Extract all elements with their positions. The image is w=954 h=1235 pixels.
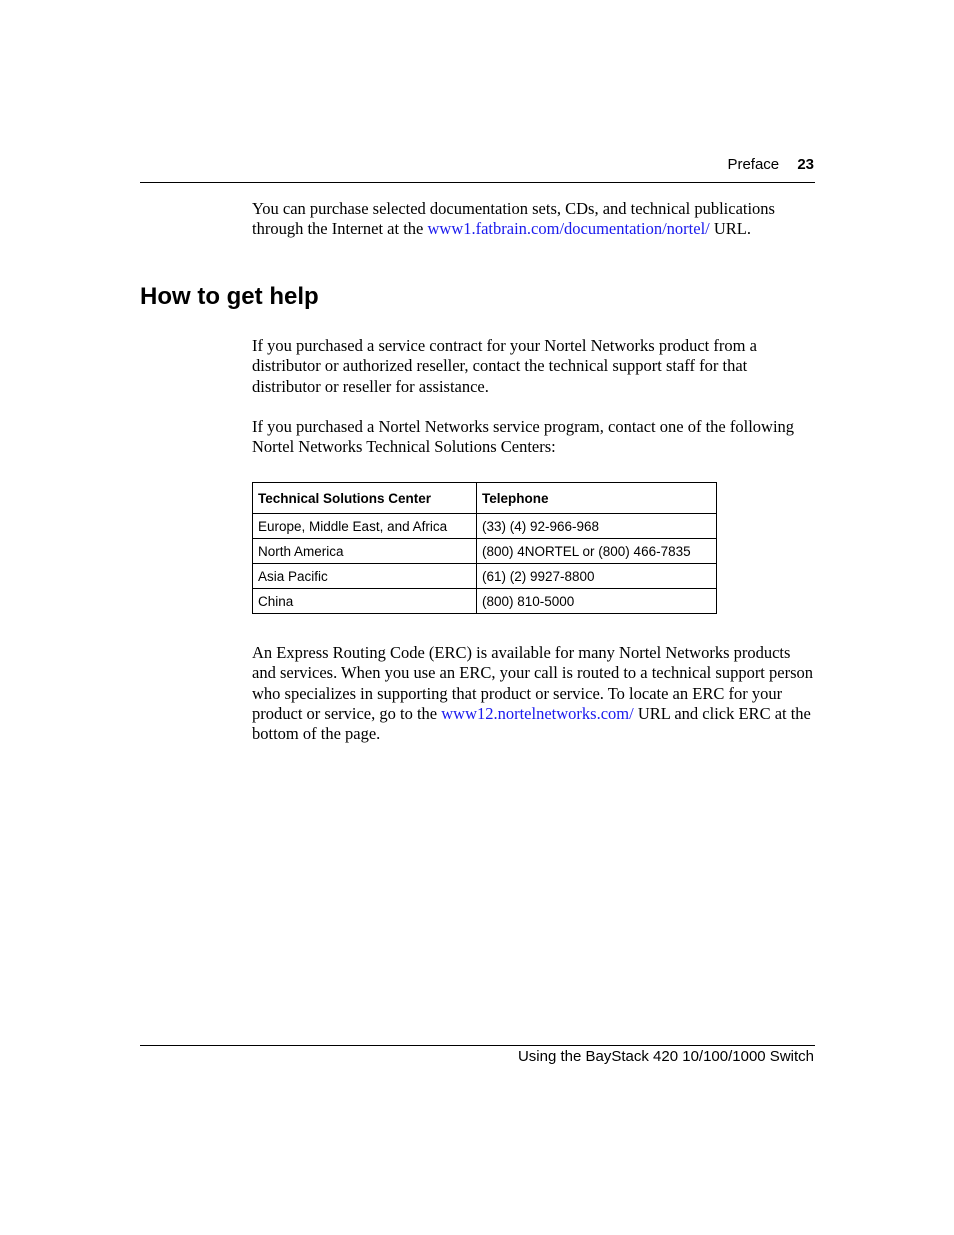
telephone-cell: (800) 4NORTEL or (800) 466-7835: [477, 539, 717, 564]
center-cell: China: [253, 589, 477, 614]
table-row: [253, 514, 717, 539]
header-rule: [140, 182, 815, 183]
telephone-cell: (61) (2) 9927-8800: [477, 564, 717, 589]
service-program-paragraph: If you purchased a Nortel Networks service program, contact one of the following Nortel Networks Technical Solutions Centers:: [252, 417, 795, 457]
table-row: [253, 539, 717, 564]
intro-text-after: URL.: [709, 219, 751, 239]
column-header-center: Technical Solutions Center: [253, 483, 477, 514]
footer-rule: [140, 1045, 815, 1046]
running-footer: Using the BayStack 420 10/100/1000 Switch: [517, 1048, 814, 1065]
table-header-row: [253, 483, 717, 514]
fatbrain-link[interactable]: www1.fatbrain.com/documentation/nortel/: [427, 219, 710, 239]
header-section-name: Preface: [727, 156, 780, 173]
solutions-centers-table: [252, 482, 717, 614]
telephone-cell: (800) 810-5000: [477, 589, 717, 614]
center-cell: Asia Pacific: [253, 564, 477, 589]
running-header: [727, 156, 814, 173]
intro-text-before: You can purchase selected documentation sets, CDs, and technical publications through the Internet at the: [252, 199, 775, 239]
center-cell: Europe, Middle East, and Africa: [253, 514, 477, 539]
erc-text-after: URL and click ERC at the bottom of the page.: [252, 703, 811, 744]
section-heading: How to get help: [140, 283, 319, 310]
telephone-cell: (33) (4) 92-966-968: [477, 514, 717, 539]
center-cell: North America: [253, 539, 477, 564]
service-contract-paragraph: If you purchased a service contract for your Nortel Networks product from a distributor or authorized reseller, contact the technical support staff for that distributor or reseller for assistance.: [252, 336, 757, 396]
intro-paragraph: [252, 199, 814, 240]
erc-paragraph: [252, 643, 814, 744]
nortelnetworks-link[interactable]: www12.nortelnetworks.com/: [441, 703, 634, 723]
erc-text-before: An Express Routing Code (ERC) is available for many Nortel Networks products and services. When you use an ERC, your call is routed to a technical support person who specializes in supporting that product or service. To locate an ERC for your product or service, go to the: [252, 643, 814, 723]
column-header-telephone: Telephone: [477, 483, 717, 514]
header-page-number: 23: [797, 156, 814, 173]
table-row: [253, 564, 717, 589]
table-row: [253, 589, 717, 614]
